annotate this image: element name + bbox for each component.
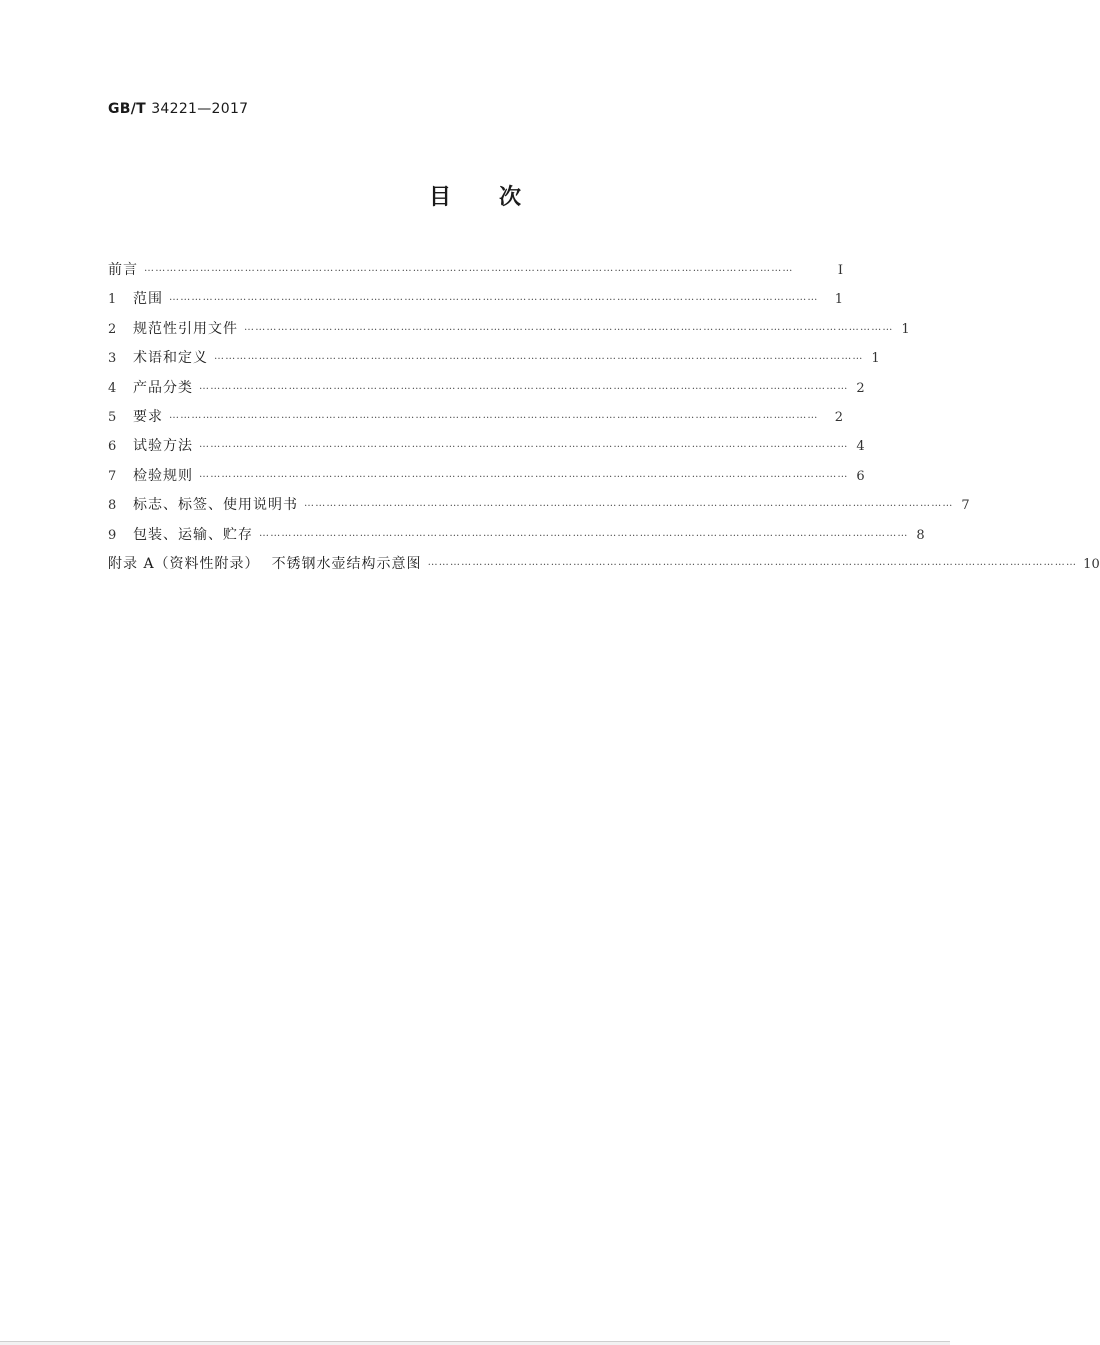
dot-leader: …………………………………………………………………………………………………………………………………………………………: [244, 321, 894, 333]
toc-item-label: 检验规则: [133, 467, 193, 484]
toc-item-number: 1: [108, 292, 117, 308]
dot-leader: …………………………………………………………………………………………………………………………………………………………: [144, 263, 794, 274]
dot-leader: …………………………………………………………………………………………………………………………………………………………: [199, 380, 849, 392]
toc-item-page: 1: [834, 292, 843, 308]
table-of-contents: [108, 260, 1100, 583]
toc-item-label: 产品分类: [133, 379, 193, 396]
toc-item-page: 4: [856, 439, 865, 455]
standard-prefix: GB/T: [108, 101, 147, 117]
toc-item-5[interactable]: [108, 407, 843, 436]
toc-item-number: 2: [108, 321, 117, 337]
toc-item-number: 5: [108, 409, 117, 425]
dot-leader: …………………………………………………………………………………………………………………………………………………………: [199, 468, 849, 480]
dot-leader: …………………………………………………………………………………………………………………………………………………………: [214, 351, 864, 363]
toc-item-foreword[interactable]: [108, 260, 843, 289]
toc-item-9[interactable]: [108, 525, 925, 554]
toc-item-label: 术语和定义: [133, 350, 208, 367]
toc-item-label: 标志、标签、使用说明书: [133, 497, 298, 514]
toc-item-number: 4: [108, 380, 117, 396]
toc-item-4[interactable]: [108, 378, 865, 407]
toc-item-6[interactable]: [108, 436, 865, 465]
toc-item-label: 规范性引用文件: [133, 320, 238, 337]
toc-item-label: 附录 A（资料性附录）: [108, 555, 260, 572]
page-bottom-edge: [0, 1341, 950, 1345]
toc-item-page: 7: [961, 498, 970, 514]
page-title: 目次: [428, 185, 569, 210]
toc-item-label: 范围: [133, 291, 163, 308]
toc-item-page: 1: [871, 351, 880, 367]
dot-leader: …………………………………………………………………………………………………………………………………………………………: [169, 292, 819, 304]
toc-item-7[interactable]: [108, 466, 865, 495]
toc-item-label: 前言: [108, 262, 138, 278]
toc-item-page: 6: [856, 468, 865, 484]
toc-item-1[interactable]: [108, 289, 843, 318]
toc-item-page: 8: [916, 527, 925, 543]
toc-item-number: 3: [108, 351, 117, 367]
toc-item-label-extra: 不锈钢水壶结构示意图: [271, 555, 422, 572]
toc-item-annex-a[interactable]: [108, 554, 1100, 583]
toc-item-page: 1: [901, 321, 910, 337]
toc-item-number: 6: [108, 439, 117, 455]
toc-item-number: 9: [108, 527, 117, 543]
toc-item-number: 8: [108, 498, 117, 514]
dot-leader: …………………………………………………………………………………………………………………………………………………………: [259, 527, 909, 539]
dot-leader: …………………………………………………………………………………………………………………………………………………………: [169, 409, 819, 421]
toc-item-8[interactable]: [108, 495, 970, 524]
dot-leader: …………………………………………………………………………………………………………………………………………………………: [199, 439, 849, 451]
dot-leader: …………………………………………………………………………………………………………………………………………………………: [427, 556, 1078, 568]
standard-code: [108, 101, 248, 117]
dot-leader: …………………………………………………………………………………………………………………………………………………………: [304, 498, 954, 510]
toc-item-2[interactable]: [108, 319, 910, 348]
toc-item-page: Ⅰ: [837, 263, 843, 278]
toc-item-number: 7: [108, 468, 117, 484]
toc-item-label: 试验方法: [133, 438, 193, 455]
toc-item-3[interactable]: [108, 348, 880, 377]
toc-item-page: 2: [856, 380, 865, 396]
toc-item-page: 2: [834, 409, 843, 425]
standard-number: 34221—2017: [151, 101, 249, 117]
toc-item-page: 10: [1083, 556, 1100, 572]
toc-item-label: 包装、运输、贮存: [133, 526, 253, 543]
toc-item-label: 要求: [133, 408, 163, 425]
